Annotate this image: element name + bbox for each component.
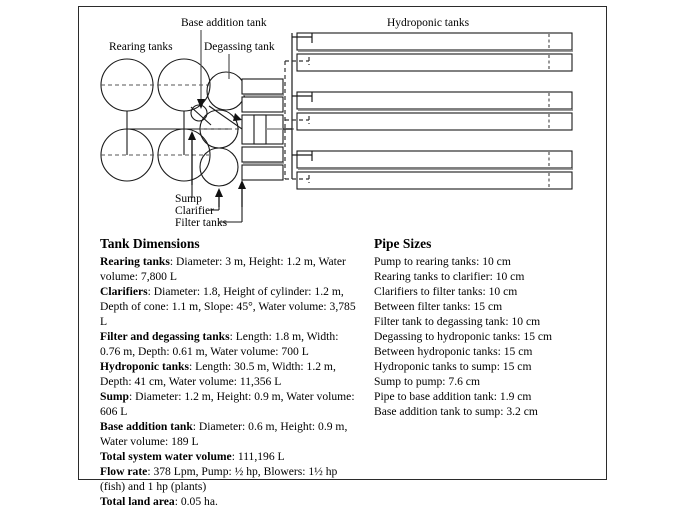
pipe-size-entry: Filter tank to degassing tank: 10 cm: [374, 314, 541, 328]
tank-dimension-value: : 111,196 L: [231, 449, 285, 463]
tank-dimension-entry: [100, 494, 361, 509]
rearing-tank-group: [101, 59, 210, 181]
hydroponic-tank: [297, 151, 572, 168]
tank-dimension-label: Filter and degassing tanks: [100, 329, 230, 343]
pipe-size-entry: Pipe to base addition tank: 1.9 cm: [374, 389, 532, 403]
tank-dimension-label: Flow rate: [100, 464, 148, 478]
tank-dimensions-heading: Tank Dimensions: [100, 236, 200, 251]
hydroponic-tank: [297, 92, 572, 109]
pipe-sizes-heading: Pipe Sizes: [374, 236, 432, 251]
tank-dimension-value: : 0.05 ha.: [174, 494, 218, 508]
tank-dimension-value: : Length: 30.5 m, Width: 1.2 m, Depth: 41 cm, Water volume: 11,356 L: [100, 359, 336, 388]
flow-arrow-clarifier: [188, 131, 196, 140]
tank-dimension-entry: [100, 329, 361, 359]
filter-tank: [242, 165, 283, 180]
pipe-size-entry: Rearing tanks to clarifier: 10 cm: [374, 269, 525, 283]
pipe-size-entry: Base addition tank to sump: 3.2 cm: [374, 404, 538, 418]
tank-dimension-label: Total land area: [100, 494, 175, 508]
tank-dimension-label: Total system water volume: [100, 449, 232, 463]
pipe-size-entry: Pump to rearing tanks: 10 cm: [374, 254, 511, 268]
label-clarifier: Clarifier: [175, 205, 214, 217]
tank-dimension-label: Base addition tank: [100, 419, 193, 433]
system-schematic-diagram: [79, 7, 608, 229]
tank-dimension-entry: [100, 449, 361, 464]
figure-frame: [78, 6, 607, 508]
hydroponic-tank: [297, 172, 572, 189]
pipe-size-entry: Clarifiers to filter tanks: 10 cm: [374, 284, 518, 298]
flow-arrow-sump: [215, 188, 223, 197]
tank-dimensions-column: [79, 229, 365, 508]
tank-dimension-entry: [100, 359, 361, 389]
label-hydroponic-tanks: Hydroponic tanks: [387, 17, 470, 29]
pipe-size-entry: Between filter tanks: 15 cm: [374, 299, 503, 313]
hydroponic-tank: [297, 54, 572, 71]
hydroponic-tank: [297, 113, 572, 130]
label-filter-tanks: Filter tanks: [175, 217, 228, 229]
clarifier: [207, 72, 245, 110]
specifications-block: [79, 229, 608, 508]
filter-tank: [242, 97, 283, 112]
clarifier: [200, 148, 238, 186]
tank-dimension-label: Rearing tanks: [100, 254, 170, 268]
tank-dimension-entry: [100, 254, 361, 284]
degassing-tank-inner: [254, 115, 266, 144]
filter-tank: [242, 79, 283, 94]
label-sump: Sump: [175, 193, 202, 205]
tank-dimension-entry: [100, 389, 361, 419]
tank-dimension-label: Hydroponic tanks: [100, 359, 190, 373]
tank-dimension-value: : Diameter: 1.8, Height of cylinder: 1.2 m, Depth of cone: 1.1 m, Slope: 45°, Water volume: 3,785 L: [100, 284, 356, 328]
filter-tank: [242, 147, 283, 162]
tank-dimension-label: Sump: [100, 389, 130, 403]
pipe-size-entry: Hydroponic tanks to sump: 15 cm: [374, 359, 532, 373]
pipe-size-entry: Degassing to hydroponic tanks: 15 cm: [374, 329, 553, 343]
pipe-sizes-column: [365, 229, 608, 479]
label-base-addition-tank: Base addition tank: [181, 17, 267, 29]
tank-dimension-value: : Diameter: 0.6 m, Height: 0.9 m, Water volume: 189 L: [100, 419, 348, 448]
flow-arrow-degassing: [233, 113, 242, 121]
tank-dimension-label: Clarifiers: [100, 284, 148, 298]
tank-dimension-value: : 378 Lpm, Pump: ½ hp, Blowers: 1½ hp (fish) and 1 hp (plants): [100, 464, 338, 493]
label-degassing-tank: Degassing tank: [204, 41, 275, 53]
rearing-tank-centerlines: [101, 85, 209, 155]
base-addition-leader-arrow: [197, 99, 205, 109]
tank-dimensions-list: [100, 254, 361, 509]
tank-dimension-value: : Diameter: 3 m, Height: 1.2 m, Water volume: 7,800 L: [100, 254, 346, 283]
tank-dimension-value: : Diameter: 1.2 m, Height: 0.9 m, Water volume: 606 L: [100, 389, 355, 418]
flow-arrow-filter: [238, 180, 246, 189]
pipe-sizes-list: [374, 254, 604, 419]
pipe-size-entry: Sump to pump: 7.6 cm: [374, 374, 480, 388]
hydroponic-tank: [297, 33, 572, 50]
pipe-size-entry: Between hydroponic tanks: 15 cm: [374, 344, 533, 358]
tank-dimension-value: : Length: 1.8 m, Width: 0.76 m, Depth: 0.61 m, Water volume: 700 L: [100, 329, 339, 358]
schematic-svg: [79, 7, 608, 229]
label-rearing-tanks: Rearing tanks: [109, 41, 173, 53]
hydroponic-tank-group: [297, 33, 573, 189]
tank-dimension-entry: [100, 419, 361, 449]
tank-dimension-entry: [100, 284, 361, 329]
tank-dimension-entry: [100, 464, 361, 494]
